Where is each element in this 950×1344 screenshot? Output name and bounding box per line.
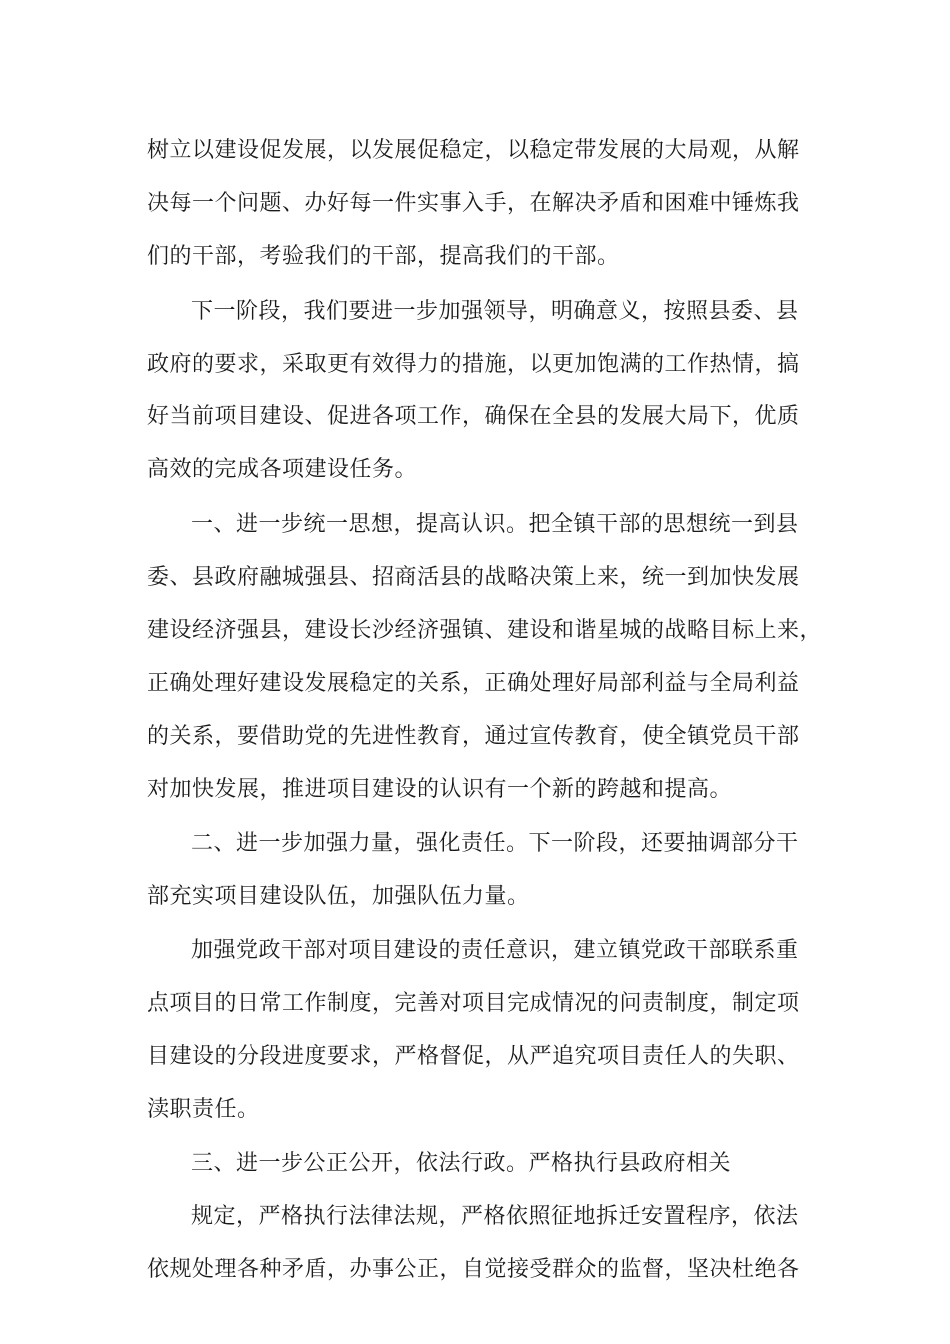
text-line: 目建设的分段进度要求，严格督促，从严追究项目责任人的失职、 (147, 1044, 800, 1069)
text-line: 下一阶段，我们要进一步加强领导，明确意义，按照县委、县 (191, 299, 799, 324)
text-line: 部充实项目建设队伍，加强队伍力量。 (147, 884, 530, 909)
text-line: 好当前项目建设、促进各项工作，确保在全县的发展大局下，优质 (147, 404, 800, 429)
text-line: 正确处理好建设发展稳定的关系，正确处理好局部利益与全局利益 (147, 671, 800, 696)
text-line: 树立以建设促发展，以发展促稳定，以稳定带发展的大局观，从解 (147, 138, 800, 163)
text-line: 委、县政府融城强县、招商活县的战略决策上来，统一到加快发展 (147, 565, 800, 590)
text-line: 加强党政干部对项目建设的责任意识，建立镇党政干部联系重 (191, 938, 799, 963)
text-line: 三、进一步公正公开，依法行政。严格执行县政府相关 (191, 1151, 732, 1176)
text-line: 依规处理各种矛盾，办事公正，自觉接受群众的监督，坚决杜绝各 (147, 1257, 800, 1282)
text-line: 们的干部，考验我们的干部，提高我们的干部。 (147, 244, 620, 269)
text-line: 政府的要求，采取更有效得力的措施，以更加饱满的工作热情，搞 (147, 352, 800, 377)
text-line: 渎职责任。 (147, 1097, 260, 1122)
text-line: 点项目的日常工作制度，完善对项目完成情况的问责制度，制定项 (147, 991, 800, 1016)
text-line: 决每一个问题、办好每一件实事入手，在解决矛盾和困难中锤炼我 (147, 191, 800, 216)
text-line: 的关系，要借助党的先进性教育，通过宣传教育，使全镇党员干部 (147, 724, 800, 749)
text-line: 一、进一步统一思想，提高认识。把全镇干部的思想统一到县 (191, 512, 799, 537)
text-line: 规定，严格执行法律法规，严格依照征地拆迁安置程序，依法 (191, 1204, 799, 1229)
text-line: 建设经济强县，建设长沙经济强镇、建设和谐星城的战略目标上来， (147, 618, 823, 643)
text-line: 对加快发展，推进项目建设的认识有一个新的跨越和提高。 (147, 777, 733, 802)
text-line: 二、进一步加强力量，强化责任。下一阶段，还要抽调部分干 (191, 831, 799, 856)
text-line: 高效的完成各项建设任务。 (147, 457, 418, 482)
